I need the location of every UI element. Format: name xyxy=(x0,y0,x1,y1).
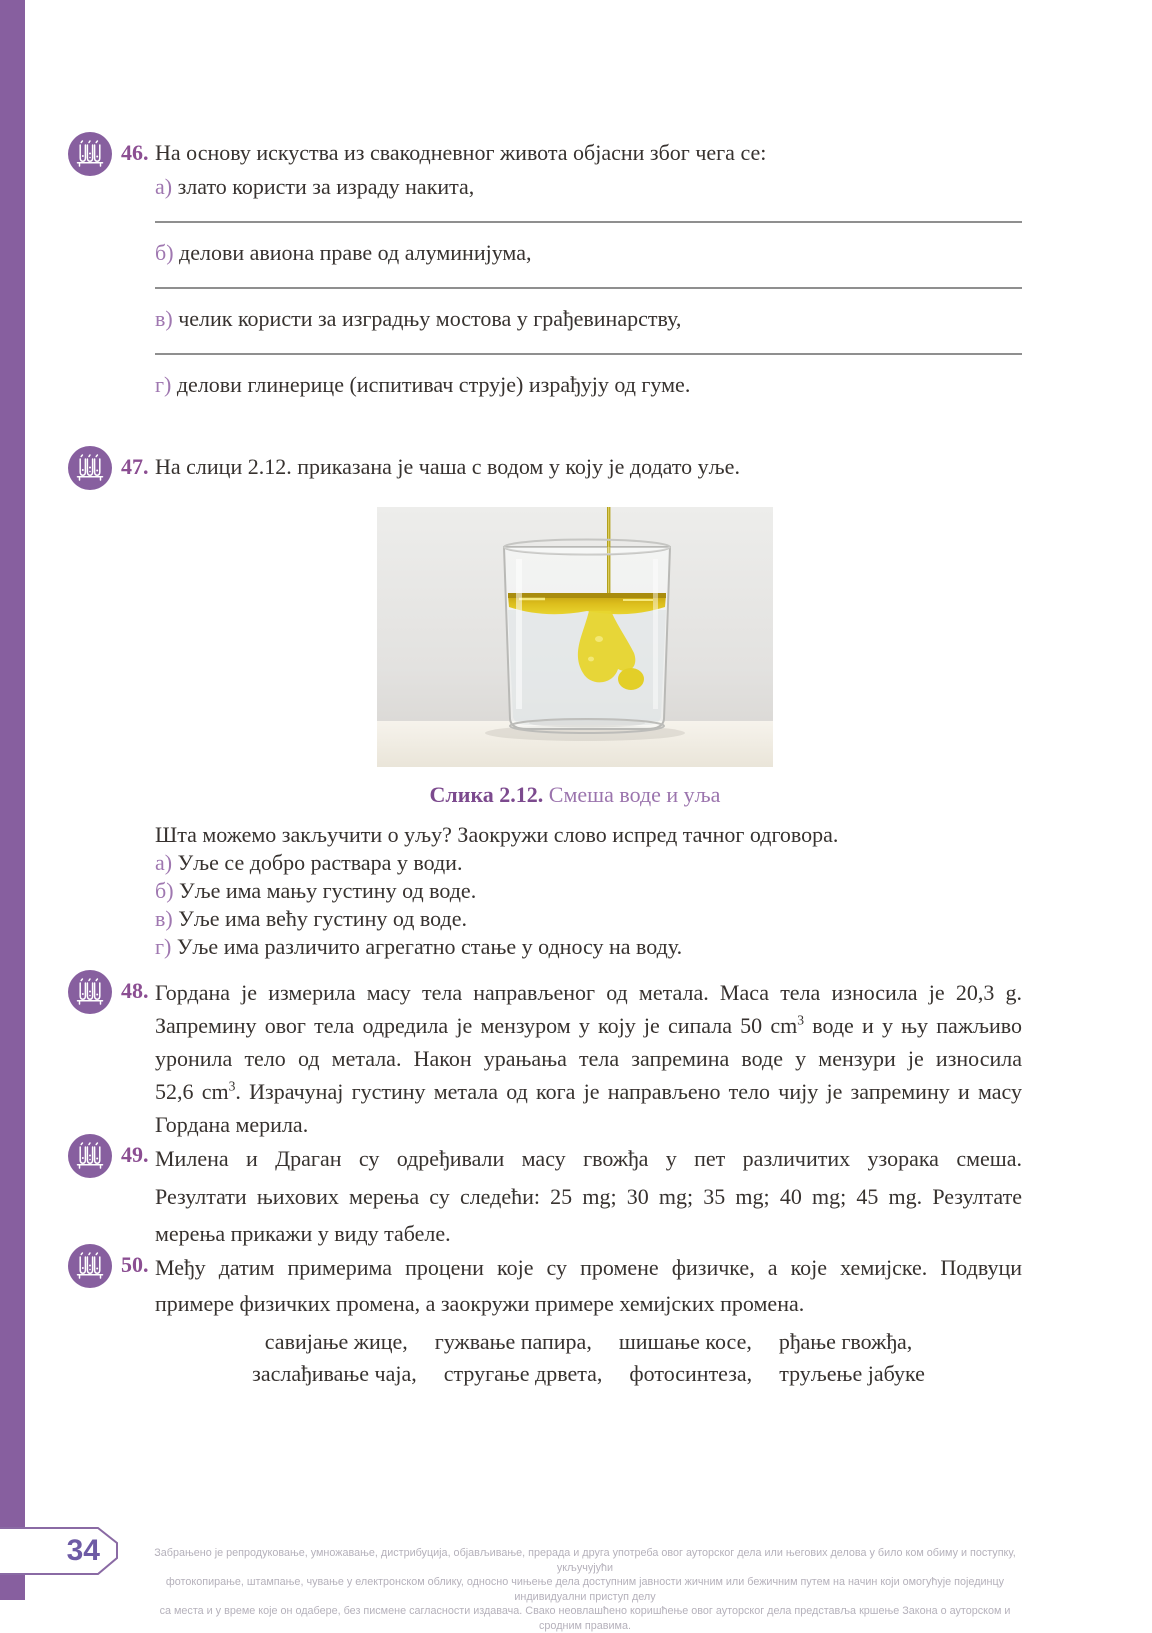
question-46 xyxy=(68,138,1022,400)
page-number: 34 xyxy=(66,1534,100,1567)
figure-caption xyxy=(377,781,773,809)
item-text: делови глинерице (испитивач струје) израђују од гуме. xyxy=(176,372,691,397)
question-item-g: г) делови глинерице (испитивач струје) израђују од гуме. xyxy=(155,372,691,397)
example-item: гужвање папира, xyxy=(434,1329,592,1354)
test-tubes-icon xyxy=(68,446,112,490)
question-text: На основу искуства из свакодневног живота објасни због чега се: xyxy=(155,140,767,165)
item-text: злато користи за израду накита, xyxy=(177,174,475,199)
option-text: Уље има већу густину од воде. xyxy=(178,906,467,931)
question-text: Милена и Драган су одређивали масу гвожђа у пет различитих узорака смеша. Резултати њихових мерења су следећи: 25 mg; 30 mg; 35 mg; 40 mg; 45 mg. Резултате мерења прикажи у виду табеле. xyxy=(155,1146,1022,1246)
test-tubes-icon xyxy=(68,1244,112,1288)
question-48 xyxy=(68,976,1022,1141)
example-item: труљење јабуке xyxy=(779,1361,925,1386)
option-b: б) Уље има мању густину од воде. xyxy=(155,878,477,903)
option-text: Уље има различито агрегатно стање у односу на воду. xyxy=(176,934,683,959)
option-g: г) Уље има различито агрегатно стање у односу на воду. xyxy=(155,934,683,959)
test-tubes-icon xyxy=(68,970,112,1014)
glass-water-oil-photo xyxy=(377,507,773,767)
copyright-line: Забрањено је репродуковање, умножавање, дистрибуција, објављивање, прерада и друга употреба овог ауторског дела или његових делова у било ком обиму и поступку, укључујући xyxy=(154,1547,1016,1574)
question-item-v: в) челик користи за изградњу мостова у грађевинарству, xyxy=(155,306,682,331)
test-tubes-icon xyxy=(68,132,112,176)
examples-list xyxy=(155,1326,1022,1390)
figure-2-12 xyxy=(377,507,773,809)
option-v: в) Уље има већу густину од воде. xyxy=(155,906,467,931)
example-item: фотосинтеза, xyxy=(629,1361,753,1386)
test-tubes-icon xyxy=(68,1134,112,1178)
question-text: Међу датим примерима процени које су промене физичке, а које хемијске. Подвуци примере физичких промена, а заокружи примере хемијских промена. савијање жице, гужвање папира, шишање косе, рђање гвожђа, заслађивање чаја, стругање дрвета, фотосинтеза, труљење јабуке xyxy=(155,1250,1022,1390)
question-number: 46. xyxy=(121,140,149,165)
example-item: стругање дрвета, xyxy=(443,1361,603,1386)
question-item-b: б) делови авиона праве од алуминијума, xyxy=(155,240,532,265)
question-text: Гордана је измерила масу тела направљеног од метала. Маса тела износила је 20,3 g. Запремину овог тела одредила је мензуром у коју је сипала 50 $cm^3$ воде и у њу пажљиво уронила тело од метала. Након урањања тела запремина воде у мензури је износила 52,6 $cm^3$. Израчунај густину метала од кога је направљено тело чију је запремину и масу Гордана мерила. xyxy=(155,980,1022,1137)
page-number-badge xyxy=(0,1527,119,1575)
question-number: 50. xyxy=(121,1252,149,1277)
question-number: 48. xyxy=(121,978,149,1003)
option-text: Уље се добро раствара у води. xyxy=(177,850,463,875)
option-text: Уље има мању густину од воде. xyxy=(179,878,477,903)
copyright-notice xyxy=(145,1546,1025,1633)
answer-blank-line xyxy=(155,221,1022,223)
example-item: савијање жице, xyxy=(264,1329,408,1354)
option-a: а) Уље се добро раствара у води. xyxy=(155,850,463,875)
answer-blank-line xyxy=(155,353,1022,355)
question-item-a: а) злато користи за израду накита, xyxy=(155,174,475,199)
question-prompt: Шта можемо закључити о уљу? Заокружи слово испред тачног одговора. xyxy=(155,822,839,847)
figure-caption-label: Слика 2.12. xyxy=(429,782,544,807)
example-item: заслађивање чаја, xyxy=(252,1361,417,1386)
example-item: рђање гвожђа, xyxy=(778,1329,913,1354)
question-47 xyxy=(68,452,1022,961)
question-number: 49. xyxy=(121,1142,149,1167)
item-text: делови авиона праве од алуминијума, xyxy=(179,240,532,265)
answer-blank-line xyxy=(155,287,1022,289)
left-accent-bar xyxy=(0,0,25,1600)
question-text: На слици 2.12. приказана је чаша с водом у коју је додато уље. xyxy=(155,454,740,479)
question-50 xyxy=(68,1250,1022,1390)
copyright-line: фотокопирање, штампање, чување у електронском облику, односно чињење дела доступним јавности жичним или бежичним путем на начин који омогућује појединцу индивидуални приступ делу xyxy=(165,1576,1005,1603)
item-text: челик користи за изградњу мостова у грађевинарству, xyxy=(178,306,682,331)
question-number: 47. xyxy=(121,454,149,479)
copyright-line: са места и у време које он одабере, без писмене сагласности издавача. Свако неовлашћено коришћење овог ауторског дела представља кршење Закона о ауторском и сродним правима. xyxy=(159,1605,1011,1632)
question-49 xyxy=(68,1140,1022,1253)
options-list xyxy=(155,849,1022,961)
examples-row-2 xyxy=(155,1358,1022,1390)
examples-row-1 xyxy=(155,1326,1022,1358)
example-item: шишање косе, xyxy=(618,1329,752,1354)
figure-caption-text: Смеша воде и уља xyxy=(548,782,721,807)
